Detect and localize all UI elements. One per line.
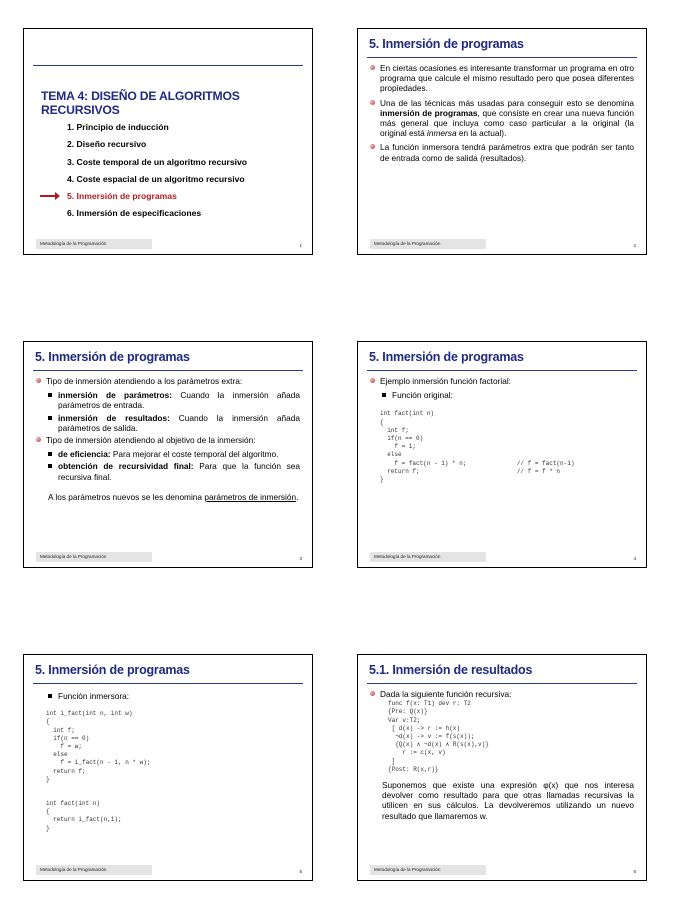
sub-bullet: obtención de recursividad final: Para que la función sea recursiva final. <box>36 461 300 481</box>
title-rule <box>33 65 303 66</box>
slide-4 <box>357 341 647 568</box>
footer: Metodología de la Programación <box>370 552 486 562</box>
slide-5 <box>23 654 313 881</box>
title-rule <box>367 683 637 684</box>
slide-title: 5. Inmersión de programas <box>369 37 524 51</box>
paragraph: A los parámetros nuevos se les denomina parámetros de inmersión. <box>48 491 299 502</box>
slide-body <box>36 689 300 833</box>
slide-1 <box>23 28 313 255</box>
footer: Metodología de la Programación <box>370 239 486 249</box>
square-bullet-icon <box>48 416 52 420</box>
bullet-icon <box>36 378 41 383</box>
table-of-contents <box>67 119 247 223</box>
paragraph: Suponemos que existe una expresión φ(x) que nos interesa devolver como resultado para que otras llamadas recursivas la utilicen en sus cálculos. La devolveremos utilizando un nuevo resultado que llamaremos w. <box>382 780 634 821</box>
slide-title: 5. Inmersión de programas <box>35 663 190 677</box>
slide-body <box>370 376 634 484</box>
page-number: 2 <box>633 243 636 248</box>
toc-item-active <box>67 188 247 205</box>
slide-body <box>370 63 634 167</box>
arrow-right-icon <box>40 195 56 197</box>
title-rule <box>367 370 637 371</box>
slide-title: 5. Inmersión de programas <box>369 350 524 364</box>
code-block: func f(x: T1) dev r: T2 {Pre: Q(x)} Var v:T2; [ d(x) -> r := h(x) ¬d(x) -> v := f(s(x)); {Q(x) ∧ ¬d(x) ∧ R(s(x),v)} r := c(x, v) ] {Post: R(x,r)} <box>388 700 489 773</box>
footer: Metodología de la Programación <box>36 239 152 249</box>
sub-bullet: inmersión de resultados: Cuando la inmersión añada parámetros de salida. <box>36 413 300 433</box>
slide-body <box>370 689 634 821</box>
page-number: 5 <box>299 869 302 874</box>
page-number: 4 <box>633 556 636 561</box>
bullet-icon <box>370 65 375 70</box>
bullet-icon <box>370 378 375 383</box>
code-block: int i_fact(int n, int w) { int f; if(n == 0) f = w; else f = i_fact(n - 1, n * w); return f; } <box>46 710 151 783</box>
square-bullet-icon <box>48 393 52 397</box>
toc-item: 3. Coste temporal de un algoritmo recursivo <box>67 156 248 167</box>
bullet-icon <box>36 437 41 442</box>
page-number: 3 <box>299 556 302 561</box>
toc-item: 4. Coste espacial de un algoritmo recursivo <box>67 173 245 184</box>
square-bullet-icon <box>48 452 52 456</box>
bullet-paragraph: La función inmersora tendrá parámetros extra que podrán ser tanto de entrada como de salida (resultados). <box>370 142 634 162</box>
slide-6 <box>357 654 647 881</box>
bullet-paragraph: En ciertas ocasiones es interesante transformar un programa en otro programa que calcule el mismo resultado pero que posea diferentes propiedades. <box>370 63 634 94</box>
slide-title: TEMA 4: DISEÑO DE ALGORITMOS RECURSIVOS <box>41 89 240 117</box>
slide-3 <box>23 341 313 568</box>
footer: Metodología de la Programación <box>36 552 152 562</box>
code-block: int fact(int n) { int f; if(n == 0) f = 1; else f = fact(n - 1) * n; // f = fact(n-1) return f; // f = f * n } <box>380 410 575 484</box>
slide-2 <box>357 28 647 255</box>
slide-title: 5.1. Inmersión de resultados <box>369 663 533 677</box>
bullet-icon <box>370 144 375 149</box>
square-bullet-icon <box>48 464 52 468</box>
sub-bullet: Función inmersora: <box>36 691 300 701</box>
bullet-paragraph: Tipo de inmersión atendiendo al objetivo de la inmersión: <box>36 435 300 445</box>
title-rule <box>33 370 303 371</box>
toc-item: 6. Inmersión de especificaciones <box>67 208 202 219</box>
bullet-icon <box>370 691 375 696</box>
sub-bullet: de eficiencia: Para mejorar el coste temporal del algoritmo. <box>36 449 300 459</box>
bullet-paragraph: Una de las técnicas más usadas para conseguir esto se denomina inmersión de programas, que consiste en crear una nueva función más general que incluya como caso particular a la original (la original está inmersa en la actual). <box>370 98 634 139</box>
title-rule <box>33 683 303 684</box>
page-number: 6 <box>633 869 636 874</box>
toc-item: 1. Principio de inducción <box>67 122 169 132</box>
title-rule <box>367 57 637 58</box>
footer: Metodología de la Programación <box>36 865 152 875</box>
code-block: int fact(int n) { return i_fact(n,1); } <box>46 800 122 832</box>
toc-item-label: 5. Inmersión de programas <box>67 191 177 202</box>
bullet-paragraph: Dada la siguiente función recursiva: <box>370 689 634 699</box>
sub-bullet: Función original: <box>370 390 634 400</box>
page-number: 1 <box>299 243 302 248</box>
square-bullet-icon <box>48 694 52 698</box>
bullet-paragraph: Tipo de inmersión atendiendo a los parámetros extra: <box>36 376 300 386</box>
toc-item: 2. Diseño recursivo <box>67 139 147 150</box>
sub-bullet: inmersión de parámetros: Cuando la inmersión añada parámetros de entrada. <box>36 390 300 410</box>
slide-title: 5. Inmersión de programas <box>35 350 190 364</box>
footer: Metodología de la Programación <box>370 865 486 875</box>
square-bullet-icon <box>382 393 386 397</box>
bullet-paragraph: Ejemplo inmersión función factorial: <box>370 376 634 386</box>
slide-body <box>36 376 300 502</box>
bullet-icon <box>370 100 375 105</box>
